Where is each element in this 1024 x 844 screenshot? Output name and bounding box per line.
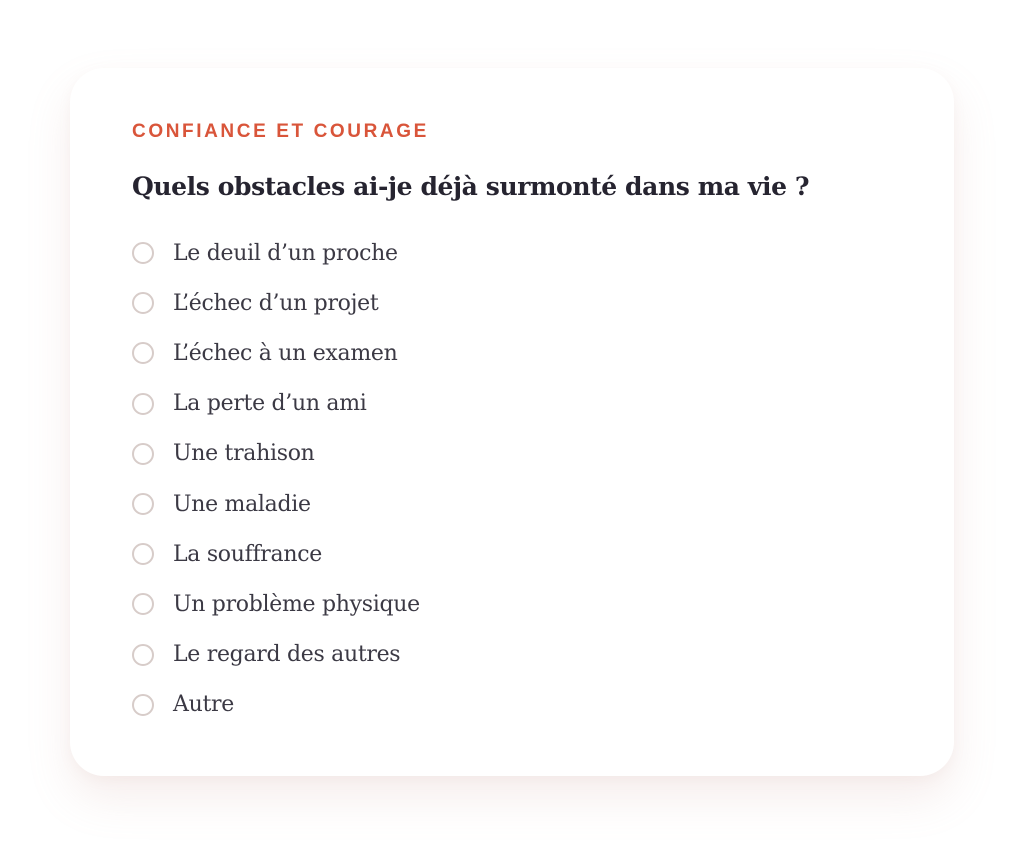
- options-list: [132, 228, 892, 730]
- option-label: La perte d’un ami: [173, 391, 367, 417]
- radio-button[interactable]: [132, 242, 154, 264]
- option-perte-ami[interactable]: [132, 379, 892, 429]
- radio-button[interactable]: [132, 694, 154, 716]
- option-maladie[interactable]: [132, 479, 892, 529]
- option-label: Autre: [173, 692, 234, 718]
- radio-button[interactable]: [132, 493, 154, 515]
- option-label: L’échec d’un projet: [173, 290, 379, 316]
- option-echec-projet[interactable]: [132, 278, 892, 328]
- option-echec-examen[interactable]: [132, 328, 892, 378]
- radio-button[interactable]: [132, 644, 154, 666]
- radio-button[interactable]: [132, 543, 154, 565]
- option-probleme-physique[interactable]: [132, 579, 892, 629]
- option-label: Une trahison: [173, 441, 315, 467]
- question-title: Quels obstacles ai-je déjà surmonté dans ma vie ?: [132, 172, 810, 201]
- radio-button[interactable]: [132, 292, 154, 314]
- radio-button[interactable]: [132, 342, 154, 364]
- radio-button[interactable]: [132, 593, 154, 615]
- option-label: Une maladie: [173, 491, 311, 517]
- category-label: CONFIANCE ET COURAGE: [132, 121, 429, 142]
- question-card: [70, 68, 954, 776]
- option-label: La souffrance: [173, 541, 322, 567]
- radio-button[interactable]: [132, 393, 154, 415]
- option-souffrance[interactable]: [132, 529, 892, 579]
- option-label: L’échec à un examen: [173, 340, 398, 366]
- radio-button[interactable]: [132, 443, 154, 465]
- option-regard-autres[interactable]: [132, 630, 892, 680]
- option-trahison[interactable]: [132, 429, 892, 479]
- option-label: Un problème physique: [173, 591, 420, 617]
- option-label: Le regard des autres: [173, 642, 401, 668]
- option-deuil[interactable]: [132, 228, 892, 278]
- option-label: Le deuil d’un proche: [173, 240, 398, 266]
- option-autre[interactable]: [132, 680, 892, 730]
